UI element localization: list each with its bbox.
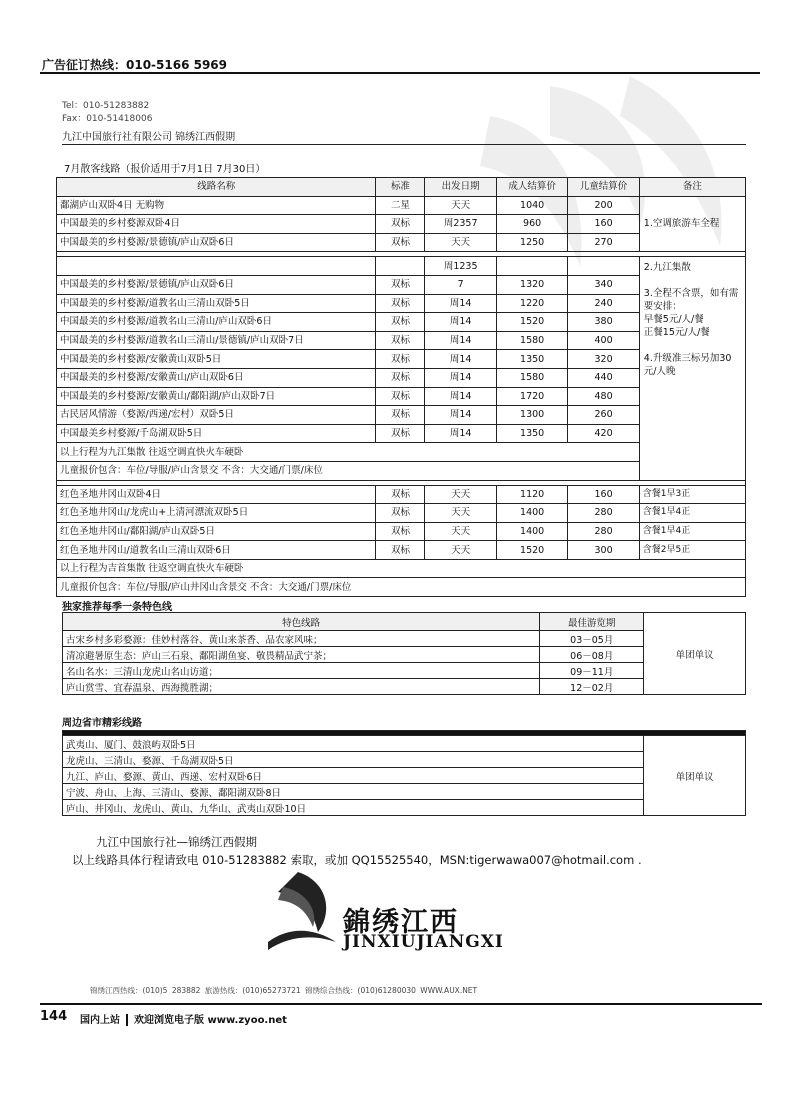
top-divider [40, 72, 760, 74]
nearby-route: 庐山、井冈山、龙虎山、黄山、九华山、武夷山双卧10日 [63, 800, 644, 816]
footer-agency: 九江中国旅行社—锦绣江西假期 [96, 835, 257, 849]
route-child-price: 400 [568, 331, 639, 350]
route-departure: 周14 [425, 424, 496, 443]
ad-hotline: 广告征订热线：010-5166 5969 [42, 58, 228, 72]
route-name: 鄱湖庐山双卧4日 无购物 [57, 196, 376, 215]
table-row [63, 663, 746, 679]
route-remark: 含餐1早4正 [639, 504, 745, 523]
route-standard: 双标 [376, 233, 425, 252]
route-departure: 周2357 [425, 215, 496, 234]
table-header-row [57, 178, 746, 197]
table-row [57, 196, 746, 215]
jinxiu-swirl-logo-icon [258, 872, 338, 952]
feature-season: 03－05月 [540, 631, 644, 647]
page-footer [80, 1011, 287, 1026]
page-number: 144 [40, 1009, 68, 1024]
route-adult-price: 1250 [496, 233, 567, 252]
group2-note-transport: 以上行程为九江集散 往返空调直快火车硬卧 [57, 443, 640, 462]
route-child-price [568, 257, 639, 276]
company-divider [62, 144, 746, 145]
route-departure: 周14 [425, 387, 496, 406]
feature-header-route: 特色线路 [63, 613, 540, 631]
route-child-price: 480 [568, 387, 639, 406]
nearby-section-title: 周边省市精彩线路 [62, 718, 142, 729]
route-standard [376, 257, 425, 276]
route-name: 中国最美的乡村婺源/道教名山三清山/景德镇/庐山双卧7日 [57, 331, 376, 350]
feature-season: 12－02月 [540, 679, 644, 695]
route-adult-price: 1220 [496, 294, 567, 313]
route-child-price: 280 [568, 522, 639, 541]
route-standard: 双标 [376, 215, 425, 234]
route-child-price: 340 [568, 275, 639, 294]
header-route-name: 线路名称 [57, 178, 376, 197]
footer-section: 国内上站 [80, 1015, 120, 1026]
route-standard: 双标 [376, 522, 425, 541]
tour-price-table [56, 177, 746, 597]
nearby-route: 九江、庐山、婺源、黄山、西递、宏村双卧6日 [63, 768, 644, 784]
route-standard: 双标 [376, 387, 425, 406]
route-standard: 双标 [376, 504, 425, 523]
route-child-price: 270 [568, 233, 639, 252]
route-departure: 天天 [425, 196, 496, 215]
table-row [63, 631, 746, 647]
route-departure: 天天 [425, 233, 496, 252]
company-name: 九江中国旅行社有限公司 锦绣江西假期 [62, 132, 236, 143]
table-row [63, 647, 746, 663]
route-remark: 含餐2早5正 [639, 541, 745, 560]
nearby-routes-table [62, 730, 746, 816]
feature-header-row [63, 613, 746, 631]
route-name: 红色圣地井冈山/道教名山三清山双卧6日 [57, 541, 376, 560]
table-note-row [57, 559, 746, 578]
remarks-group2: 2.九江集散 3.全程不含票，如有需要安排： 早餐5元/人/餐 正餐15元/人/餐 4.升级准三标另加30元/人晚 [639, 257, 745, 480]
route-child-price: 300 [568, 541, 639, 560]
table-row [57, 257, 746, 276]
feature-route: 清凉避暑原生态：庐山三石泉、鄱阳湖鱼宴、敬畏精品武宁茶； [63, 647, 540, 663]
route-name: 红色圣地井冈山/鄱阳湖/庐山双卧5日 [57, 522, 376, 541]
route-name: 中国最美的乡村婺源/安徽黄山双卧5日 [57, 350, 376, 369]
route-name: 红色圣地井冈山双卧4日 [57, 485, 376, 504]
feature-header-season: 最佳游览期 [540, 613, 644, 631]
table-row [57, 541, 746, 560]
feature-side-note: 单团单议 [644, 613, 746, 695]
nearby-side-note: 单团单议 [644, 736, 746, 816]
route-departure: 周14 [425, 331, 496, 350]
route-standard: 双标 [376, 406, 425, 425]
route-adult-price: 1350 [496, 424, 567, 443]
table-row [57, 504, 746, 523]
route-adult-price: 1580 [496, 331, 567, 350]
route-name: 中国最美乡村婺源/千岛湖双卧5日 [57, 424, 376, 443]
route-departure: 周14 [425, 350, 496, 369]
table-row [63, 752, 746, 768]
feature-season: 06－08月 [540, 647, 644, 663]
route-departure: 天天 [425, 541, 496, 560]
table-row [63, 800, 746, 816]
route-name: 中国最美的乡村婺源/安徽黄山/鄱阳湖/庐山双卧7日 [57, 387, 376, 406]
header-standard: 标准 [376, 178, 425, 197]
route-child-price: 200 [568, 196, 639, 215]
header-adult-price: 成人结算价 [496, 178, 567, 197]
bottom-contacts: 锦绣江西热线：(010)5 283882 旅游热线：(010)65273721 锦绣综合热线：(010)61280030 WWW.AUX.NET [90, 986, 478, 995]
route-departure: 天天 [425, 504, 496, 523]
route-departure: 周1235 [425, 257, 496, 276]
route-departure: 周14 [425, 406, 496, 425]
contact-fax: Fax：010-51418006 [62, 114, 153, 124]
route-standard: 双标 [376, 424, 425, 443]
route-name [57, 257, 376, 276]
route-name: 红色圣地井冈山/龙虎山+上清河漂流双卧5日 [57, 504, 376, 523]
header-remarks: 备注 [639, 178, 745, 197]
july-section-title: 7月散客线路（报价适用于7月1日 7月30日） [64, 164, 266, 175]
feature-route: 名山名水：三清山龙虎山名山访道； [63, 663, 540, 679]
route-departure: 7 [425, 275, 496, 294]
remarks-group1: 1.空调旅游车全程 [639, 196, 745, 252]
route-standard: 双标 [376, 294, 425, 313]
logo-chinese-text: 錦绣江西 [343, 907, 459, 938]
route-child-price: 380 [568, 313, 639, 332]
table-row [63, 679, 746, 695]
route-departure: 天天 [425, 522, 496, 541]
route-child-price: 240 [568, 294, 639, 313]
route-adult-price: 1320 [496, 275, 567, 294]
route-adult-price: 960 [496, 215, 567, 234]
route-adult-price: 1350 [496, 350, 567, 369]
route-departure: 周14 [425, 294, 496, 313]
route-departure: 周14 [425, 368, 496, 387]
route-name: 中国最美的乡村婺源/道教名山三清山/庐山双卧6日 [57, 313, 376, 332]
route-remark: 含餐1早3正 [639, 485, 745, 504]
route-name: 中国最美的乡村婺源/道教名山三清山双卧5日 [57, 294, 376, 313]
route-name: 中国最美的乡村婺源/安徽黄山/庐山双卧6日 [57, 368, 376, 387]
route-adult-price: 1040 [496, 196, 567, 215]
route-child-price: 440 [568, 368, 639, 387]
header-child-price: 儿童结算价 [568, 178, 639, 197]
nearby-route: 龙虎山、三清山、婺源、千岛湖双卧5日 [63, 752, 644, 768]
route-standard: 双标 [376, 485, 425, 504]
table-row [63, 784, 746, 800]
feature-route: 庐山赏雪、宜春温泉、西海揽胜湖； [63, 679, 540, 695]
route-name: 古民居风情游（婺源/西递/宏村）双卧5日 [57, 406, 376, 425]
feature-season: 09－11月 [540, 663, 644, 679]
route-adult-price: 1580 [496, 368, 567, 387]
route-adult-price: 1300 [496, 406, 567, 425]
route-standard: 双标 [376, 368, 425, 387]
group3-note-child: 儿童报价包含：车位/导服/庐山井冈山含景交 不含：大交通/门票/床位 [57, 578, 746, 597]
route-adult-price: 1720 [496, 387, 567, 406]
route-child-price: 320 [568, 350, 639, 369]
route-adult-price: 1520 [496, 313, 567, 332]
table-row [57, 485, 746, 504]
feature-routes-table [62, 612, 746, 695]
nearby-route: 宁波、舟山、上海、三清山、婺源、鄱阳湖双卧8日 [63, 784, 644, 800]
footer-site: 欢迎浏览电子版 www.zyoo.net [134, 1015, 287, 1026]
table-row [57, 522, 746, 541]
contact-tel: Tel：010-51283882 [62, 101, 150, 111]
route-standard: 双标 [376, 541, 425, 560]
route-standard: 双标 [376, 331, 425, 350]
bottom-divider [40, 1003, 762, 1005]
route-name: 中国最美的乡村婺源/景德镇/庐山双卧6日 [57, 275, 376, 294]
route-child-price: 260 [568, 406, 639, 425]
route-child-price: 280 [568, 504, 639, 523]
route-adult-price [496, 257, 567, 276]
route-adult-price: 1400 [496, 522, 567, 541]
nearby-route: 武夷山、厦门、鼓浪屿双卧5日 [63, 736, 644, 752]
route-name: 中国最美的乡村婺源/景德镇/庐山双卧6日 [57, 233, 376, 252]
route-remark: 含餐1早4正 [639, 522, 745, 541]
route-standard: 双标 [376, 350, 425, 369]
route-child-price: 160 [568, 485, 639, 504]
route-child-price: 160 [568, 215, 639, 234]
group3-note-transport: 以上行程为吉首集散 往返空调直快火车硬卧 [57, 559, 746, 578]
header-departure: 出发日期 [425, 178, 496, 197]
route-child-price: 420 [568, 424, 639, 443]
route-standard: 二星 [376, 196, 425, 215]
feature-route: 古宋乡村多彩婺源：佳妙村落谷、黄山来茶香、品农家风味； [63, 631, 540, 647]
table-note-row [57, 578, 746, 597]
footer-contact: 以上线路具体行程请致电 010-51283882 索取，或加 QQ15525540，MSN:tigerwawa007@hotmail.com . [72, 853, 642, 867]
route-standard: 双标 [376, 313, 425, 332]
route-standard: 双标 [376, 275, 425, 294]
route-adult-price: 1120 [496, 485, 567, 504]
table-row [63, 736, 746, 752]
group2-note-child: 儿童报价包含：车位/导服/庐山含景交 不含：大交通/门票/床位 [57, 461, 640, 480]
route-name: 中国最美的乡村婺源双卧4日 [57, 215, 376, 234]
route-departure: 天天 [425, 485, 496, 504]
table-row [63, 768, 746, 784]
route-departure: 周14 [425, 313, 496, 332]
footer-separator [126, 1014, 128, 1026]
route-adult-price: 1400 [496, 504, 567, 523]
route-adult-price: 1520 [496, 541, 567, 560]
logo-pinyin-text: JINXIUJIANGXI [343, 932, 504, 952]
feature-section-title: 独家推荐每季一条特色线 [62, 602, 172, 613]
